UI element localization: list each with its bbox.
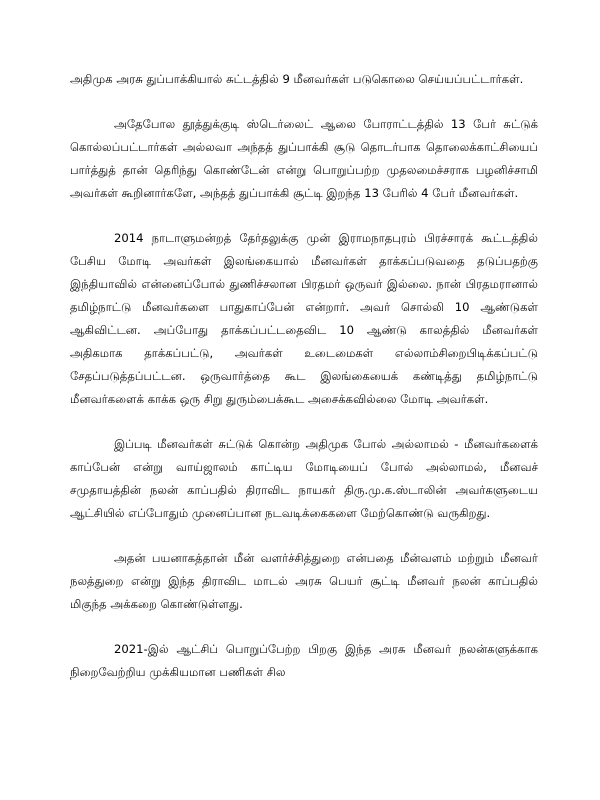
body-text bbox=[70, 68, 538, 684]
paragraph-5: அதன் பயனாகத்தான் மீன் வளர்ச்சித்துறை என்பதை மீன்வளம் மற்றும் மீனவர் நலத்துறை என்று இந்த திராவிட மாடல் அரசு பெயர் சூட்டி மீனவர் நலன் காப்பதில் மிகுந்த அக்கறை கொண்டுள்ளது. bbox=[70, 551, 538, 611]
paragraph-6: 2021-இல் ஆட்சிப் பொறுப்பேற்ற பிறகு இந்த அரசு மீனவர் நலன்களுக்காக நிறைவேற்றிய முக்கியமான பணிகள் சில bbox=[70, 642, 538, 679]
paragraph-4: இப்படி மீனவர்கள் சுட்டுக் கொன்ற அதிமுக போல் அல்லாமல் - மீனவர்களைக் காப்பேன் என்று வாய்ஜாலம் காட்டிய மோடியைப் போல் அல்லாமல், மீனவச் சமுதாயத்தின் நலன் காப்பதில் திராவிட நாயகர் திரு.மு.க.ஸ்டாலின் அவர்களுடைய ஆட்சியில் எப்போதும் முனைப்பான நடவடிக்கைகளை மேற்கொண்டு வருகிறது. bbox=[70, 437, 538, 520]
paragraph-2: அதேபோல தூத்துக்குடி ஸ்டெர்லைட் ஆலை போராட்டத்தில் 13 பேர் சுட்டுக் கொல்லப்பட்டார்கள் அல்லவா அந்தத் துப்பாக்கி சூடு தொடர்பாக தொலைக்காட்சியைப் பார்த்துத் தான் தெரிந்து கொண்டேன் என்று பொறுப்பற்ற முதலமைச்சராக பழனிச்சாமி அவர்கள் கூறினார்களே, அந்தத் துப்பாக்கி சூட்டி இறந்த 13 பேரில் 4 பேர் மீனவர்கள். bbox=[70, 117, 538, 200]
paragraph-3: 2014 நாடாளுமன்றத் தேர்தலுக்கு முன் இராமநாதபுரம் பிரச்சாரக் கூட்டத்தில் பேசிய மோடி அவர்கள் இலங்கையால் மீனவர்கள் தாக்கப்படுவதை தடுப்பதற்கு இந்தியாவில் என்னைப்போல் துணிச்சலான பிரதமர் ஒருவர் இல்லை. நான் பிரதமரானால் தமிழ்நாட்டு மீனவர்களை பாதுகாப்பேன் என்றார். அவர் சொல்லி 10 ஆண்டுகள் ஆகிவிட்டன. அப்போது தாக்கப்பட்டதைவிட 10 ஆண்டு காலத்தில் மீனவர்கள் அதிகமாக தாக்கப்பட்டு, அவர்கள் உடைமைகள் எல்லாம்சிறைபிடிக்கப்பட்டு சேதப்படுத்தப்பட்டன. ஒருவார்த்தை கூட இலங்கையைக் கண்டித்து தமிழ்நாட்டு மீனவர்களைக் காக்க ஒரு சிறு துரும்பைக்கூட அசைக்கவில்லை மோடி அவர்கள். bbox=[70, 231, 538, 406]
paragraph-1: அதிமுக அரசு துப்பாக்கியால் சுட்டத்தில் 9 மீனவர்கள் படுகொலை செய்யப்பட்டார்கள். bbox=[70, 72, 524, 86]
